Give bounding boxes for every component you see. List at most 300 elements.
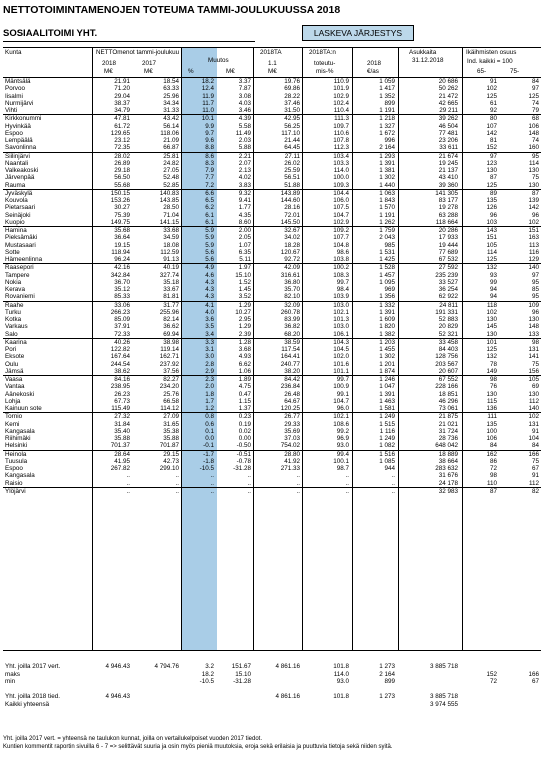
table-cell: 108.6 [333, 420, 349, 428]
table-cell: 260.78 [280, 308, 300, 316]
table-cell: 100 [486, 427, 497, 435]
table-cell: 26.77 [253, 413, 302, 421]
table-cell: 3.68 [238, 346, 251, 353]
table-cell: 102.9 [333, 92, 349, 100]
table-cell: 31.77 [132, 301, 181, 309]
table-cell: 1.7 [205, 397, 214, 405]
table-cell: 238.95 [110, 383, 130, 391]
table-cell: 234.20 [159, 383, 179, 391]
summary-cell [460, 701, 499, 709]
table-cell: 1 425 [379, 256, 395, 263]
table-cell: 1 820 [379, 323, 395, 331]
municipality-name: Nokia [5, 278, 22, 286]
table-cell: 4.02 [238, 174, 251, 182]
table-cell: 103.4 [302, 152, 351, 160]
table-cell: 1 095 [379, 278, 395, 286]
table-cell: 996 [384, 137, 395, 144]
table-row [3, 428, 541, 435]
municipality-name: Kotka [5, 316, 22, 323]
table-cell: 1 082 [379, 442, 395, 450]
table-row [3, 323, 541, 330]
table-row [3, 227, 541, 235]
table-cell: 12.4 [201, 85, 214, 93]
table-cell: 8.60 [238, 218, 251, 226]
table-row [3, 286, 541, 293]
subtitle-underline [3, 41, 255, 42]
table-cell: 77 481 [438, 129, 458, 137]
table-cell: 42.95 [253, 115, 302, 123]
table-cell: 1.89 [216, 376, 253, 384]
table-cell: 9.32 [216, 189, 253, 197]
table-cell: 38.62 [114, 367, 130, 375]
table-cell: 95 [531, 278, 539, 286]
table-cell: 109.3 [333, 181, 349, 189]
table-cell: 0.19 [238, 420, 251, 428]
table-cell: 26.02 [284, 159, 300, 167]
table-row [3, 93, 541, 100]
header-index: Ind. kaikki = 100 [467, 58, 513, 65]
table-cell: 35.88 [114, 435, 130, 442]
table-cell: 7.2 [205, 181, 214, 189]
table-cell: 96.9 [336, 435, 349, 442]
table-cell: 25.59 [284, 167, 300, 174]
municipality-name: Oulu [5, 360, 19, 368]
table-cell: 136 [486, 405, 497, 412]
municipality-name: Espoo [5, 129, 23, 137]
table-row [3, 130, 541, 137]
table-cell: 4.9 [181, 264, 216, 272]
table-cell: 11.9 [202, 92, 214, 100]
table-cell: 98.7 [336, 465, 349, 472]
table-cell: 110.9 [333, 78, 349, 85]
table-cell: 1 063 [351, 189, 397, 197]
table-cell: 1 581 [379, 405, 395, 412]
table-row [3, 346, 541, 353]
table-row [3, 361, 541, 368]
table-cell: 83 177 [438, 197, 458, 204]
table-cell: 1 047 [379, 383, 395, 391]
table-row [3, 115, 541, 123]
municipality-name: Jämsä [5, 367, 24, 375]
summary-cell: 1 273 [379, 663, 395, 670]
municipality-name: Pieksämäki [5, 234, 38, 242]
table-cell: 23.12 [114, 137, 130, 144]
table-cell: 103.3 [333, 159, 349, 167]
table-cell: 20 286 [397, 227, 460, 235]
summary-cell [460, 693, 499, 701]
table-cell: 299.10 [159, 465, 179, 472]
municipality-name: Savonlinna [5, 144, 37, 152]
table-cell: 29.18 [114, 167, 130, 174]
table-cell: 19 245 [438, 159, 458, 167]
table-cell: 75 [531, 457, 539, 465]
summary-cell: 67 [531, 678, 539, 686]
table-cell: 104.7 [333, 211, 349, 219]
table-cell: 84 403 [438, 346, 458, 353]
table-row [3, 383, 541, 390]
table-cell: 76 [489, 383, 497, 391]
table-cell: 68 [499, 115, 541, 123]
table-cell: 84.42 [253, 376, 302, 384]
table-cell: 81 [489, 137, 497, 144]
summary-row [3, 686, 541, 694]
table-cell: 19.15 [114, 241, 130, 249]
table-cell: 162 [460, 450, 499, 458]
table-cell: 141 305 [397, 189, 460, 197]
table-cell: 6.2 [205, 204, 214, 212]
table-cell: 34.34 [163, 99, 179, 107]
table-cell: 56.25 [284, 122, 300, 130]
municipality-name: Pietarsaari [5, 204, 36, 212]
summary-cell [216, 701, 253, 709]
table-cell: 125 [486, 92, 497, 100]
municipality-name: Kangasala [5, 472, 35, 480]
table-cell: 1 249 [379, 435, 395, 442]
table-cell: 125 [486, 346, 497, 353]
table-cell: 28.02 [92, 152, 132, 160]
table-row [3, 398, 541, 405]
table-cell: 3.52 [238, 293, 251, 301]
table-cell: 35.38 [163, 427, 179, 435]
table-cell: 99.7 [336, 278, 349, 286]
summary-cell: 3.2 [205, 663, 214, 670]
municipality-name: Vaasa [3, 376, 92, 384]
table-cell: 24 811 [397, 301, 460, 309]
table-cell: 25.96 [163, 92, 179, 100]
summary-row [3, 701, 541, 709]
municipality-name: Vantaa [5, 383, 25, 391]
municipality-name: Hyvinkää [5, 122, 31, 130]
table-cell: 104.8 [333, 241, 349, 249]
table-cell: .. [175, 479, 179, 487]
table-cell: 110.6 [333, 129, 349, 137]
table-cell: 10.1 [181, 115, 216, 123]
table-cell: 21.09 [163, 137, 179, 144]
table-cell: 7.7 [205, 174, 214, 182]
table-cell: 342.84 [110, 271, 130, 279]
table-cell: 19 278 [438, 204, 458, 212]
table-row [3, 256, 541, 264]
table-cell: 1.2 [205, 405, 214, 412]
table-cell: 3.46 [238, 107, 251, 114]
table-cell: 64.67 [284, 397, 300, 405]
summary-cell: 152 [486, 670, 497, 678]
table-cell: 316.61 [280, 271, 300, 279]
summary-cell: 166 [528, 670, 539, 678]
table-cell: 21.44 [284, 137, 300, 144]
table-cell: 1 843 [379, 197, 395, 204]
table-cell: 27.05 [163, 167, 179, 174]
table-cell: 271.33 [280, 465, 300, 472]
table-cell: 21 875 [397, 413, 460, 421]
table-cell: 98 [489, 472, 497, 480]
table-cell: 66.58 [163, 397, 179, 405]
header-date: 31.12.2018 [412, 57, 444, 64]
table-cell: 46 296 [438, 397, 458, 405]
table-cell: 38.20 [284, 367, 300, 375]
table-cell: 28.16 [284, 204, 300, 212]
table-cell: 100.2 [302, 264, 351, 272]
table-cell: 1.8 [205, 390, 214, 398]
table-cell: 1.29 [238, 323, 251, 331]
table-cell: 91.13 [163, 256, 179, 263]
table-cell: .. [216, 487, 253, 495]
table-cell: .. [126, 479, 130, 487]
table-cell: 1 249 [351, 413, 397, 421]
table-cell: 112.59 [160, 248, 179, 256]
table-cell: 18.2 [201, 78, 214, 85]
table-cell: 29.33 [284, 420, 300, 428]
table-cell: 20 607 [438, 367, 458, 375]
summary-cell [499, 693, 541, 701]
table-cell: 73 061 [438, 405, 458, 412]
header-mis: mis-% [316, 68, 334, 75]
table-cell: 1 516 [351, 450, 397, 458]
municipality-name: Mäntsälä [5, 78, 31, 85]
municipality-name: Raahe [3, 301, 92, 309]
table-cell: 6.1 [205, 218, 214, 226]
table-cell: 1 218 [351, 115, 397, 123]
table-cell: 20 686 [438, 78, 458, 85]
table-cell: 20 829 [438, 323, 458, 331]
table-cell: 85 [531, 286, 539, 293]
summary-label: Yht. joilla 2017 vert. [5, 663, 61, 670]
table-cell: -0.1 [203, 442, 214, 450]
table-cell: -10.5 [199, 465, 214, 472]
table-cell: .. [92, 487, 132, 495]
summary-cell [253, 686, 302, 694]
table-cell: .. [247, 479, 251, 487]
table-cell: 28.22 [284, 92, 300, 100]
table-row [3, 442, 541, 450]
table-cell: 21 137 [438, 167, 458, 174]
summary-cell [92, 671, 132, 679]
table-cell: 5.11 [239, 256, 251, 263]
table-cell: 130 [486, 330, 497, 338]
table-cell: 98.6 [336, 248, 349, 256]
table-cell: 35.18 [163, 278, 179, 286]
table-cell: 101.9 [333, 85, 349, 93]
table-cell: 74 [531, 99, 539, 107]
table-cell: 31.65 [163, 420, 179, 428]
summary-cell [132, 671, 181, 679]
table-cell: -1.8 [203, 457, 214, 465]
header-toteutuma: 2018TA:n [309, 49, 336, 56]
table-cell: 4.6 [205, 271, 214, 279]
table-cell: 38.98 [132, 338, 181, 346]
summary-cell: 15.10 [235, 670, 251, 678]
summary-cell: 114.0 [333, 670, 349, 678]
table-cell: 19 444 [438, 241, 458, 249]
table-cell: 125 [528, 92, 539, 100]
table-cell: 17 933 [438, 234, 458, 242]
table-cell: 102.0 [333, 353, 349, 361]
table-cell: 153.26 [110, 197, 130, 204]
table-row [3, 107, 541, 115]
table-cell: 8.6 [181, 152, 216, 160]
table-cell: 3.0 [205, 353, 214, 361]
table-cell: 129.65 [110, 129, 130, 137]
summary-cell: 3 885 718 [429, 693, 458, 701]
table-cell: 102.1 [333, 308, 349, 316]
table-cell: 97 [460, 152, 499, 160]
municipality-name: Varkaus [5, 323, 28, 331]
table-row [3, 293, 541, 301]
summary-cell [253, 671, 302, 679]
table-cell: 72.35 [114, 144, 130, 152]
table-cell: 36.82 [284, 323, 300, 331]
table-cell: 39 360 [438, 181, 458, 189]
table-cell: 100.0 [333, 174, 349, 182]
table-cell: 34.59 [163, 234, 179, 242]
table-cell: 9.7 [205, 129, 214, 137]
table-cell: 28 736 [438, 435, 458, 442]
table-cell: 28.80 [253, 450, 302, 458]
summary-row [3, 663, 541, 671]
table-cell: 98 [499, 338, 541, 346]
table-cell: 4.93 [238, 353, 251, 361]
table-cell: 29.15 [132, 450, 181, 458]
summary-cell: 899 [384, 678, 395, 686]
table-cell: 1 332 [351, 301, 397, 309]
table-cell: .. [126, 472, 130, 480]
table-cell: 51.88 [284, 181, 300, 189]
table-cell: 1.15 [238, 397, 251, 405]
table-cell: 104.3 [302, 338, 351, 346]
table-cell: 149 [486, 367, 497, 375]
table-cell: 244.54 [110, 360, 130, 368]
municipality-name: Tornio [3, 413, 92, 421]
summary-table [3, 663, 541, 709]
table-cell: 46 504 [438, 122, 458, 130]
table-cell: 18.08 [163, 241, 179, 249]
table-cell: 11.0 [202, 107, 214, 114]
table-cell: 4.3 [205, 286, 214, 293]
table-cell: 162.71 [159, 353, 179, 361]
table-cell: 4.39 [216, 115, 253, 123]
summary-cell [181, 693, 216, 701]
table-cell: 31.50 [284, 107, 300, 114]
table-cell: 68.20 [284, 330, 300, 338]
table-cell: 1 293 [351, 152, 397, 160]
table-cell: 1 457 [379, 271, 395, 279]
page-title: NETTOTOIMINTAMENOJEN TOTEUMA TAMMI-JOULUKUUSSA 2018 [3, 4, 341, 16]
summary-cell [132, 678, 181, 686]
table-cell: 94 [489, 293, 497, 301]
table-cell: 103.9 [333, 293, 349, 301]
table-cell: 110.4 [333, 107, 349, 114]
sort-order-badge: LASKEVA JÄRJESTYS [302, 25, 414, 41]
municipality-name: Järvenpää [5, 174, 35, 182]
table-cell: 41.92 [284, 457, 300, 465]
summary-cell [351, 686, 397, 694]
table-cell: 130 [528, 181, 539, 189]
table-cell: 66.87 [163, 144, 179, 152]
table-row [3, 405, 541, 413]
table-row [3, 242, 541, 249]
table-cell: 28.64 [92, 450, 132, 458]
municipality-name: Helsinki [5, 442, 28, 450]
table-cell: 18.54 [163, 78, 179, 85]
table-cell: 15.10 [235, 271, 251, 279]
table-cell: 72 [489, 465, 497, 472]
table-cell: 141.15 [159, 218, 179, 226]
table-cell: 31.84 [114, 420, 130, 428]
table-cell: 71.04 [163, 211, 179, 219]
table-row [3, 100, 541, 107]
summary-cell: 93.0 [336, 678, 349, 686]
table-cell: 102.1 [302, 413, 351, 421]
table-cell: -31.28 [233, 465, 251, 472]
summary-cell: 4 794.76 [154, 663, 179, 670]
table-cell: 21 472 [438, 92, 458, 100]
table-cell: 72.01 [284, 211, 300, 219]
table-cell: 118 [460, 301, 499, 309]
summary-cell: 4 861.16 [275, 663, 300, 670]
table-cell: 0.8 [181, 413, 216, 421]
table-row [3, 160, 541, 167]
table-cell: 143.85 [159, 197, 179, 204]
municipality-name: Kangasala [5, 427, 35, 435]
table-cell: 2 043 [379, 234, 395, 242]
table-cell: 84 [489, 442, 497, 450]
table-cell: 36.62 [163, 323, 179, 331]
table-cell: 129 [528, 256, 539, 263]
table-cell: 85.33 [114, 293, 130, 301]
summary-cell: 101.8 [333, 693, 349, 701]
header-meur-change: M€ [226, 68, 235, 75]
table-cell: 95 [531, 293, 539, 301]
table-row [3, 137, 541, 144]
table-row [3, 189, 541, 197]
table-cell: 1 672 [379, 129, 395, 137]
table-cell: 130 [486, 167, 497, 174]
table-cell: .. [351, 487, 397, 495]
summary-cell [253, 678, 302, 686]
table-cell: 191 331 [435, 308, 458, 316]
table-cell: 240.77 [280, 360, 300, 368]
table-row [3, 301, 541, 309]
table-cell: 52 883 [438, 316, 458, 323]
table-cell: 105 [499, 376, 541, 384]
table-cell: 61.72 [114, 122, 130, 130]
table-cell: 2.21 [216, 152, 253, 160]
table-cell: 69.94 [163, 330, 179, 338]
table-cell: 26.89 [114, 159, 130, 167]
table-cell: 81.81 [163, 293, 179, 301]
summary-row [3, 678, 541, 686]
summary-cell: 4 946.43 [105, 663, 130, 670]
table-cell: 5.6 [205, 256, 214, 263]
table-cell: 115 [486, 397, 497, 405]
table-cell: 98 [460, 376, 499, 384]
table-cell: 163 [528, 234, 539, 242]
table-cell: 131 [528, 420, 539, 428]
table-cell: 2.00 [216, 227, 253, 235]
table-cell: 103 [486, 218, 497, 226]
table-cell: 25.76 [163, 390, 179, 398]
table-cell: 102 [486, 85, 497, 93]
summary-cell [92, 701, 132, 709]
table-cell: 112 [528, 397, 539, 405]
table-row [3, 85, 541, 92]
table-cell: 36.64 [114, 234, 130, 242]
table-cell: 1.77 [238, 204, 251, 212]
table-cell: 78 [489, 360, 497, 368]
table-cell: 47.81 [92, 115, 132, 123]
table-cell: 9.6 [205, 137, 214, 144]
table-cell: 1 302 [379, 174, 395, 182]
